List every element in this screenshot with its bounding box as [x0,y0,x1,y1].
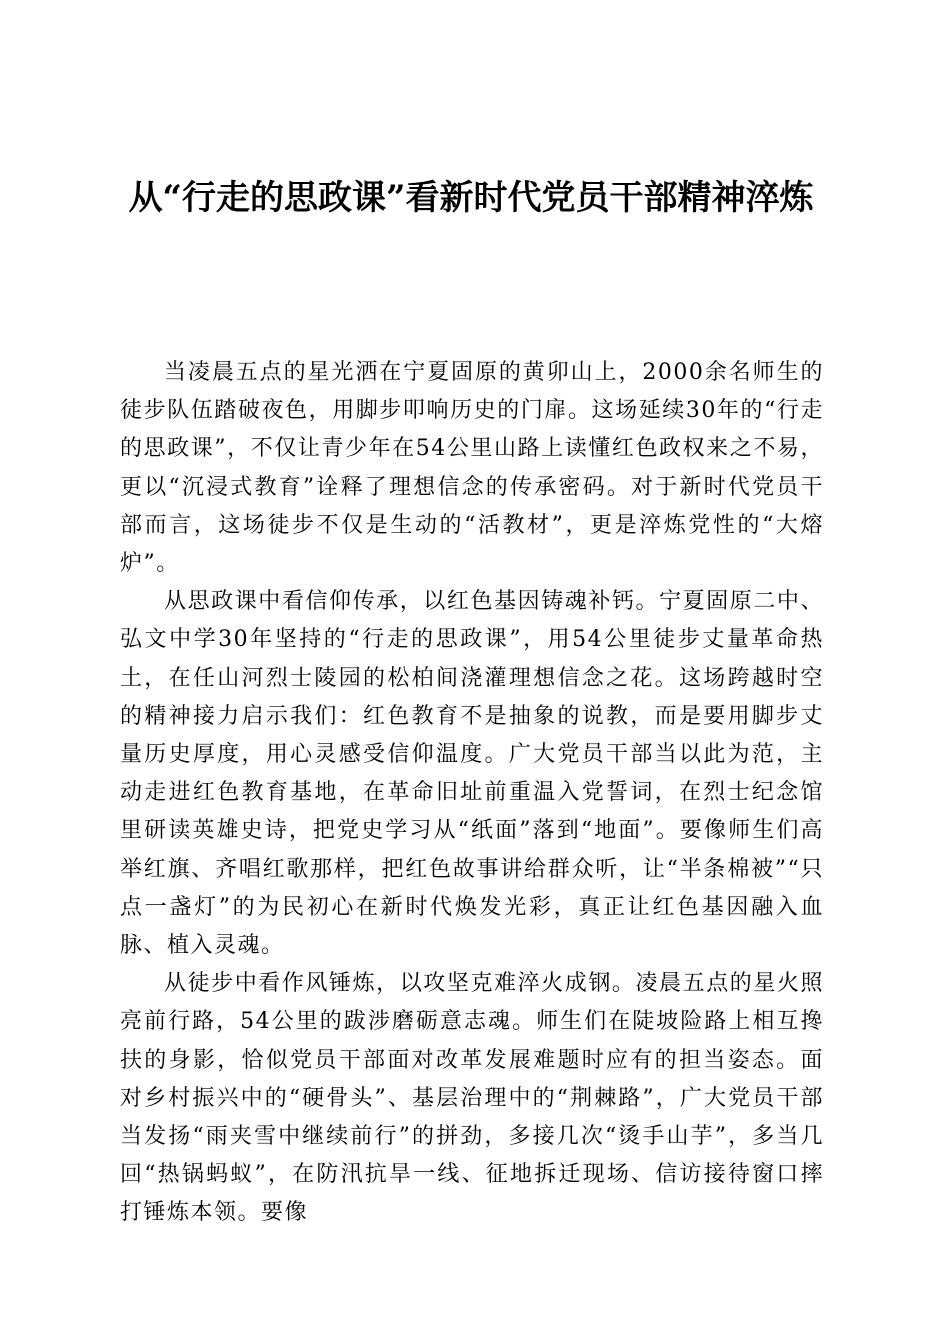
paragraph-faith-inheritance: 从思政课中看信仰传承，以红色基因铸魂补钙。宁夏固原二中、弘文中学30年坚持的“行走的思政课”，用54公里徒步丈量革命热土，在任山河烈士陵园的松柏间浇灌理想信念之花。这场跨越时空的精神接力启示我们：红色教育不是抽象的说教，而是要用脚步丈量历史厚度，用心灵感受信仰温度。广大党员干部当以此为范，主动走进红色教育基地，在革命旧址前重温入党誓词，在烈士纪念馆里研读英雄史诗，把党史学习从“纸面”落到“地面”。要像师生们高举红旗、齐唱红歌那样，把红色故事讲给群众听，让“半条棉被”“只点一盏灯”的为民初心在新时代焕发光彩，真正让红色基因融入血脉、植入灵魂。 [120,589,824,959]
paragraph-intro: 当凌晨五点的星光洒在宁夏固原的黄卯山上，2000余名师生的徒步队伍踏破夜色，用脚步叩响历史的门扉。这场延续30年的“行走的思政课”，不仅让青少年在54公里山路上读懂红色政权来之不易，更以“沉浸式教育”诠释了理想信念的传承密码。对于新时代党员干部而言，这场徒步不仅是生动的“活教材”，更是淬炼党性的“大熔炉”。 [120,360,824,577]
document-title: 从“行走的思政课”看新时代党员干部精神淬炼 [128,178,814,218]
document-body [120,354,824,1233]
paragraph-style-tempering: 从徒步中看作风锤炼，以攻坚克难淬火成钢。凌晨五点的星火照亮前行路，54公里的跋涉磨砺意志魂。师生们在陡坡险路上相互搀扶的身影，恰似党员干部面对改革发展难题时应有的担当姿态。面对乡村振兴中的“硬骨头”、基层治理中的“荆棘路”，广大党员干部当发扬“雨夹雪中继续前行”的拼劲，多接几次“烫手山芋”，多当几回“热锅蚂蚁”，在防汛抗旱一线、征地拆迁现场、信访接待窗口摔打锤炼本领。要像 [120,971,824,1226]
